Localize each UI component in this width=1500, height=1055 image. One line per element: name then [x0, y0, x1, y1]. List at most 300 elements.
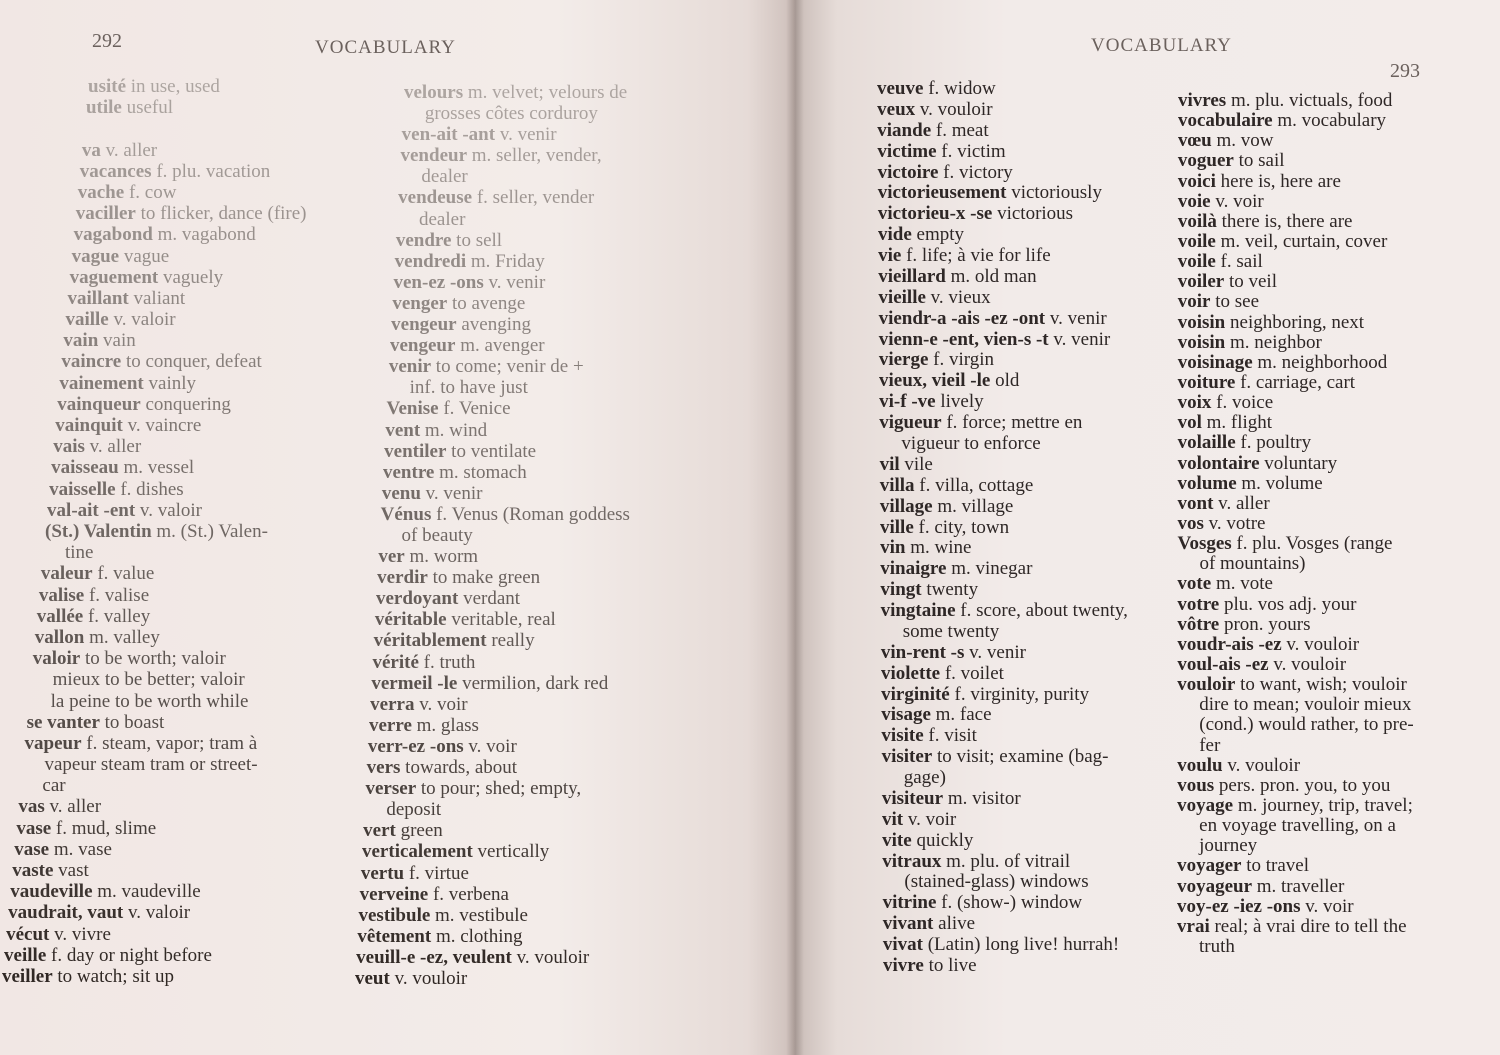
vocab-definition: truth	[1199, 936, 1235, 957]
vocab-entry	[25, 733, 258, 754]
vocab-entry	[1177, 594, 1356, 615]
vocab-headword: victoire	[877, 161, 939, 183]
vocab-headword: vallon	[34, 626, 85, 648]
vocab-headword: victorieusement	[877, 182, 1007, 204]
vocab-entry	[8, 902, 190, 923]
vocab-headword: verveine	[359, 883, 429, 905]
vocab-entry	[1177, 573, 1273, 594]
vocab-headword: volontaire	[1177, 452, 1260, 474]
vocab-entry	[388, 377, 528, 398]
left-running-head: VOCABULARY	[315, 37, 456, 58]
vocab-headword: véritablement	[373, 630, 487, 652]
vocab-headword: vaciller	[75, 203, 136, 225]
vocab-entry	[1177, 634, 1359, 655]
vocab-headword: ven-ez -ons	[393, 271, 484, 293]
vocab-entry	[1178, 271, 1277, 292]
vocab-entry	[402, 124, 557, 145]
vocab-headword: voiture	[1177, 372, 1236, 393]
vocab-entry	[362, 841, 549, 862]
vocab-entry	[398, 187, 594, 208]
vocab-definition: v. vouloir	[1222, 754, 1301, 776]
vocab-headword: voici	[1177, 170, 1216, 192]
vocab-definition: f. (show-) window	[936, 892, 1083, 914]
vocab-headword: se vanter	[26, 711, 100, 733]
vocab-headword: verser	[365, 778, 417, 800]
vocab-headword: va	[81, 139, 101, 161]
vocab-entry	[35, 627, 160, 648]
vocab-entry	[389, 356, 584, 377]
vocab-entry	[1178, 171, 1341, 192]
vocab-entry	[363, 820, 443, 841]
vocab-entry	[43, 542, 94, 563]
vocab-definition: f. voice	[1211, 392, 1274, 414]
vocab-entry	[4, 945, 212, 966]
vocab-definition: to ventilate	[446, 440, 537, 462]
vocab-headword: vaudeville	[10, 881, 93, 903]
vocab-definition: v. aller	[84, 436, 142, 458]
vocab-definition: f. virginity, purity	[949, 683, 1090, 705]
vocab-entry	[20, 775, 65, 796]
vocab-definition: of beauty	[401, 525, 473, 546]
vocab-entry	[378, 546, 478, 567]
vocab-headword: voulu	[1177, 754, 1223, 776]
vocab-entry	[1178, 231, 1387, 252]
vocab-definition: in use, used	[126, 76, 220, 97]
vocab-headword: voile	[1177, 251, 1216, 273]
vocab-entry	[387, 398, 511, 419]
vocab-entry	[878, 162, 1013, 183]
vocab-entry	[882, 788, 1021, 809]
vocab-definition: pers. pron. you, to you	[1214, 774, 1391, 796]
vocab-entry	[394, 272, 546, 293]
vocab-definition: vainly	[143, 372, 197, 394]
vocab-headword: ventre	[383, 461, 435, 483]
vocab-entry	[16, 818, 156, 839]
vocab-definition: victorious	[992, 203, 1074, 225]
vocab-headword: verticalement	[362, 841, 473, 863]
vocab-headword: voie	[1177, 190, 1211, 212]
vocab-headword: véritable	[374, 609, 447, 631]
vocab-entry	[1178, 372, 1355, 393]
vocab-definition: inf. to have just	[409, 377, 528, 399]
vocab-headword: vaudrait, vaut	[8, 902, 124, 924]
vocab-definition: f. victory	[938, 161, 1013, 183]
vocab-entry	[1178, 453, 1338, 474]
vocab-headword: virginité	[881, 683, 950, 705]
vocab-entry	[883, 955, 977, 976]
vocab-entry	[878, 266, 1036, 287]
vocab-definition: to want, wish; vouloir	[1235, 674, 1407, 696]
book-gutter	[786, 0, 804, 1055]
vocab-entry	[395, 251, 545, 272]
vocab-entry	[881, 663, 1004, 684]
vocab-entry	[878, 224, 964, 245]
vocab-definition: alive	[933, 913, 976, 935]
vocab-headword: vérité	[372, 651, 419, 673]
vocab-entry	[879, 349, 994, 370]
vocab-definition: m. vow	[1211, 130, 1274, 152]
vocab-headword: vivat	[882, 934, 923, 956]
vocab-definition: m. veil, curtain, cover	[1215, 231, 1388, 252]
vocab-entry	[382, 483, 483, 504]
vocab-definition: m. stomach	[434, 461, 527, 483]
vocab-entry	[881, 642, 1026, 663]
vocab-headword: visage	[881, 704, 931, 726]
vocab-definition: f. valise	[84, 584, 150, 606]
vocab-entry	[82, 140, 157, 161]
vocab-headword: vol	[1177, 412, 1202, 434]
vocab-definition: vigueur to enforce	[901, 432, 1041, 454]
vocab-headword: Vosges	[1177, 533, 1232, 555]
vocab-headword: victime	[877, 140, 937, 162]
vocab-entry	[33, 648, 226, 669]
vocab-headword: vache	[77, 181, 125, 203]
vocab-definition: v. valoir	[123, 902, 191, 924]
vocab-definition: to watch; sit up	[52, 966, 175, 987]
vocab-definition: victoriously	[1006, 182, 1102, 204]
vocab-definition: useful	[121, 97, 174, 119]
right-page	[795, 0, 1500, 1055]
vocab-definition: to make green	[427, 567, 541, 589]
vocab-headword: vigueur	[879, 412, 942, 434]
vocab-headword: viendr-a -ais -ez -ont	[878, 307, 1046, 329]
vocab-definition: en voyage travelling, on a	[1199, 815, 1396, 837]
vocab-definition: to avenge	[447, 292, 526, 314]
vocab-definition: neighboring, next	[1225, 311, 1365, 333]
vocab-definition: v. vieux	[925, 286, 991, 308]
vocab-definition: m. avenger	[455, 335, 545, 357]
vocab-definition: m. vessel	[118, 457, 195, 479]
vocab-entry	[880, 496, 1014, 517]
vocab-definition: vile	[899, 453, 933, 475]
vocab-entry	[1178, 291, 1259, 312]
vocab-headword: vécut	[6, 923, 50, 945]
vocab-definition: really	[486, 630, 535, 652]
vocab-definition: f. steam, vapor; tram à	[81, 732, 258, 754]
vocab-entry	[1178, 473, 1323, 494]
vocab-definition: f. dishes	[115, 478, 184, 500]
vocab-headword: vingt	[880, 579, 922, 601]
vocab-definition: m. vestibule	[430, 904, 528, 926]
vocab-entry	[880, 454, 933, 475]
vocab-definition: f. score, about twenty,	[955, 600, 1128, 622]
vocab-entry	[1178, 251, 1263, 272]
vocab-entry	[1177, 775, 1390, 796]
vocab-headword: vers	[366, 757, 401, 779]
vocab-entry	[68, 288, 186, 309]
vocab-entry	[880, 537, 971, 558]
vocab-headword: usité	[88, 76, 126, 97]
vocab-headword: venir	[388, 356, 432, 378]
vocab-headword: villa	[879, 474, 915, 496]
vocab-headword: victorieu-x -se	[877, 203, 993, 225]
vocab-headword: ven-ait -ant	[401, 124, 496, 146]
vocab-definition: verdant	[458, 588, 521, 610]
vocab-definition: f. Venus (Roman goddess	[431, 503, 630, 525]
vocab-definition: f. meat	[931, 119, 989, 141]
vocab-definition: la peine to be worth while	[50, 690, 249, 712]
vocab-headword: vi-f -ve	[879, 391, 936, 413]
vocab-definition: f. carriage, cart	[1235, 372, 1356, 393]
vocab-definition: tine	[64, 542, 94, 564]
vocab-headword: voir	[1177, 291, 1211, 313]
vocab-definition: some twenty	[902, 620, 1000, 642]
vocab-definition: real; à vrai dire to tell the	[1209, 915, 1407, 937]
vocab-entry	[6, 924, 111, 945]
vocab-entry	[877, 78, 996, 99]
vocab-entry	[360, 884, 509, 905]
vocab-headword: vont	[1177, 492, 1214, 514]
vocab-definition: m. vocabulary	[1272, 110, 1387, 132]
vocab-entry	[399, 166, 467, 187]
vocab-definition: f. valley	[83, 605, 151, 627]
vocab-entry	[1178, 312, 1364, 333]
vocab-headword: vendeur	[400, 145, 467, 167]
vocab-definition: m. old man	[945, 265, 1037, 287]
vocab-entry	[10, 881, 201, 902]
vocab-definition: there is, there are	[1216, 210, 1353, 232]
vocab-definition: v. vaincre	[122, 415, 202, 437]
vocab-definition: v. vouloir	[511, 946, 590, 968]
vocab-entry	[1177, 936, 1235, 957]
vocab-headword: vôtre	[1177, 613, 1220, 635]
vocab-headword: voisin	[1177, 331, 1226, 353]
vocab-definition: towards, about	[400, 757, 518, 779]
vocab-entry	[392, 293, 525, 314]
vocab-definition: journey	[1199, 835, 1258, 857]
vocab-entry	[1178, 110, 1386, 131]
vocab-definition: vast	[53, 860, 89, 882]
vocab-entry	[375, 609, 556, 630]
vocab-headword: vengeur	[390, 335, 456, 357]
vocab-definition: m. neighbor	[1225, 331, 1322, 353]
vocab-entry	[18, 796, 101, 817]
vocab-entry	[381, 504, 630, 525]
vocab-headword: vitrine	[882, 892, 937, 914]
vocab-definition: v. aller	[1213, 492, 1270, 514]
vocab-definition: f. city, town	[913, 516, 1010, 538]
vocab-entry	[368, 736, 517, 757]
vocab-definition: m. vinegar	[946, 558, 1033, 580]
vocab-definition: f. virtue	[404, 862, 469, 884]
vocab-headword: vrai	[1177, 915, 1210, 937]
vocab-definition: car	[42, 775, 66, 797]
vocab-definition: dealer	[421, 166, 468, 188]
vocab-definition: to boast	[99, 711, 165, 733]
vocab-headword: vivant	[882, 913, 934, 935]
vocab-entry	[1177, 735, 1220, 756]
vocab-headword: verr-ez -ons	[367, 735, 464, 757]
vocab-definition: to veil	[1224, 271, 1277, 293]
vocab-entry	[879, 412, 1082, 433]
vocab-headword: vaisseau	[51, 457, 119, 479]
vocab-entry	[364, 799, 441, 820]
vocab-headword: visiter	[881, 746, 933, 768]
vocab-definition: m. visitor	[943, 787, 1021, 809]
vocab-headword: vainqueur	[57, 393, 141, 415]
vocab-headword: vallée	[36, 605, 84, 627]
vocab-definition: to sell	[451, 229, 503, 251]
vocab-definition: v. aller	[44, 796, 102, 818]
vocab-definition: f. sail	[1215, 251, 1263, 273]
vocab-definition: m. (St.) Valen-	[151, 521, 268, 542]
vocab-headword: vivre	[883, 955, 924, 976]
vocab-entry	[881, 684, 1089, 705]
vocab-entry	[22, 754, 257, 775]
vocab-definition: f. voilet	[940, 662, 1004, 684]
vocab-entry	[1177, 896, 1354, 917]
vocab-headword: vienn-e -ent, vien-s -t	[878, 328, 1049, 350]
vocab-entry	[879, 308, 1107, 329]
vocab-entry	[879, 329, 1110, 350]
vocab-definition: f. truth	[418, 651, 476, 673]
vocab-headword: vainement	[59, 372, 144, 394]
vocab-headword: vendre	[395, 229, 452, 251]
vocab-definition: f. cow	[124, 181, 177, 203]
vocab-definition: v. venir	[420, 482, 483, 504]
vocab-entry	[78, 182, 177, 203]
vocab-entry	[61, 351, 261, 372]
vocab-headword: vengeur	[391, 314, 457, 336]
vocab-definition: f. verbena	[428, 883, 509, 905]
vocab-definition: m. vagabond	[152, 224, 256, 246]
vocab-entry	[383, 462, 527, 483]
vocab-headword: voile	[1177, 231, 1216, 252]
vocab-definition: v. vouloir	[915, 98, 993, 120]
vocab-entry	[88, 76, 220, 97]
vocab-definition: conquering	[140, 393, 231, 415]
vocab-definition: vaguely	[158, 266, 224, 288]
vocab-definition: twenty	[921, 579, 979, 601]
vocab-entry	[27, 712, 165, 733]
vocab-headword: visite	[881, 725, 924, 747]
vocab-entry	[1177, 714, 1414, 735]
vocab-definition: f. virgin	[928, 349, 995, 371]
vocab-definition: v. votre	[1203, 513, 1266, 534]
vocab-definition: to conquer, defeat	[121, 351, 262, 373]
vocab-headword: veille	[4, 944, 47, 966]
vocab-headword: vaste	[12, 860, 54, 882]
vocab-headword: vase	[14, 838, 50, 860]
vocab-definition: v. venir	[483, 271, 546, 293]
vocab-entry	[1178, 392, 1274, 413]
vocab-entry	[881, 725, 977, 746]
vocab-entry	[74, 224, 256, 245]
vocab-headword: voisinage	[1177, 351, 1253, 373]
vocab-definition: m. face	[930, 704, 992, 726]
vocab-headword: vie	[878, 245, 902, 267]
vocab-entry	[882, 809, 956, 830]
vocab-headword: Vénus	[380, 503, 432, 525]
vocab-entry	[404, 82, 627, 103]
vocab-entry	[883, 934, 1119, 955]
vocab-entry	[1178, 432, 1312, 453]
vocab-entry	[1177, 674, 1407, 695]
vocab-entry	[373, 652, 476, 673]
vocab-definition: v. voir	[903, 808, 957, 830]
vocab-headword: volaille	[1177, 432, 1236, 454]
vocab-headword: vague	[71, 245, 120, 267]
vocab-entry	[12, 860, 89, 881]
vocab-definition: m. vase	[49, 838, 112, 860]
vocab-headword: venger	[392, 292, 448, 314]
vocab-entry	[1178, 90, 1392, 111]
vocab-entry	[390, 335, 545, 356]
vocab-headword: visiteur	[881, 787, 944, 809]
vocab-entry	[385, 420, 487, 441]
vocab-headword: vendredi	[394, 250, 467, 272]
vocab-entry	[1178, 191, 1264, 212]
vocab-headword: vieillard	[878, 265, 946, 287]
vocab-headword: Venise	[386, 398, 439, 420]
vocab-entry	[65, 309, 175, 330]
vocab-definition: quickly	[911, 829, 974, 851]
vocab-headword: vacances	[79, 160, 152, 182]
vocab-definition: dealer	[419, 208, 466, 230]
vocab-entry	[41, 563, 154, 584]
vocab-definition: f. plu. Vosges (range	[1231, 533, 1393, 555]
vocab-headword: vermeil -le	[371, 672, 458, 694]
vocab-entry	[880, 579, 978, 600]
vocab-headword: vendeuse	[398, 187, 473, 209]
vocab-headword: vieux, vieil -le	[879, 370, 991, 392]
vocab-definition: old	[990, 370, 1020, 392]
vocab-entry	[39, 585, 149, 606]
vocab-headword: verre	[369, 714, 412, 736]
vocab-definition: plu. vos adj. your	[1219, 593, 1357, 615]
vocab-definition: f. widow	[923, 78, 996, 99]
vocab-definition: v. venir	[1045, 307, 1107, 329]
vocab-headword: viande	[877, 119, 932, 141]
vocab-entry	[361, 863, 469, 884]
vocab-headword: vitraux	[882, 850, 942, 872]
vocab-headword: vin-rent -s	[880, 641, 965, 663]
vocab-headword: vil	[879, 453, 900, 475]
vocab-definition: f. value	[92, 563, 155, 585]
vocab-definition: m. flight	[1201, 412, 1273, 434]
vocab-definition: m. vaudeville	[92, 881, 201, 903]
vocab-entry	[878, 245, 1051, 266]
vocab-headword: voix	[1177, 392, 1212, 414]
vocab-entry	[1177, 795, 1413, 816]
vocab-headword: verra	[370, 693, 415, 715]
vocab-entry	[401, 145, 602, 166]
vocab-headword: (St.) Valentin	[45, 521, 152, 542]
vocab-headword: ville	[880, 516, 914, 538]
vocab-definition: m. seller, vender,	[467, 145, 602, 167]
vocab-entry	[881, 600, 1128, 621]
vocab-definition: lively	[935, 391, 984, 413]
vocab-definition: m. worm	[404, 546, 479, 568]
vocab-definition: v. voir	[1300, 895, 1354, 917]
vocab-entry	[1178, 211, 1353, 232]
right-page-number: 293	[1390, 60, 1420, 82]
vocab-definition: m. glass	[411, 714, 479, 736]
vocab-headword: veuill-e -ez, veulent	[356, 946, 512, 968]
vocab-entry	[1177, 815, 1396, 836]
vocab-entry	[45, 521, 268, 542]
vocab-definition: f. visit	[923, 725, 977, 747]
vocab-headword: vieille	[878, 286, 926, 308]
vocab-headword: vingtaine	[880, 600, 956, 622]
vocab-definition: (cond.) would rather, to pre-	[1199, 714, 1414, 736]
vocab-entry	[1178, 412, 1272, 433]
vocab-definition: v. voir	[414, 693, 468, 715]
vocab-headword: vaisselle	[49, 478, 116, 500]
vocab-headword: vœu	[1177, 130, 1212, 152]
vocab-entry	[882, 871, 1088, 892]
vocab-entry	[369, 715, 479, 736]
